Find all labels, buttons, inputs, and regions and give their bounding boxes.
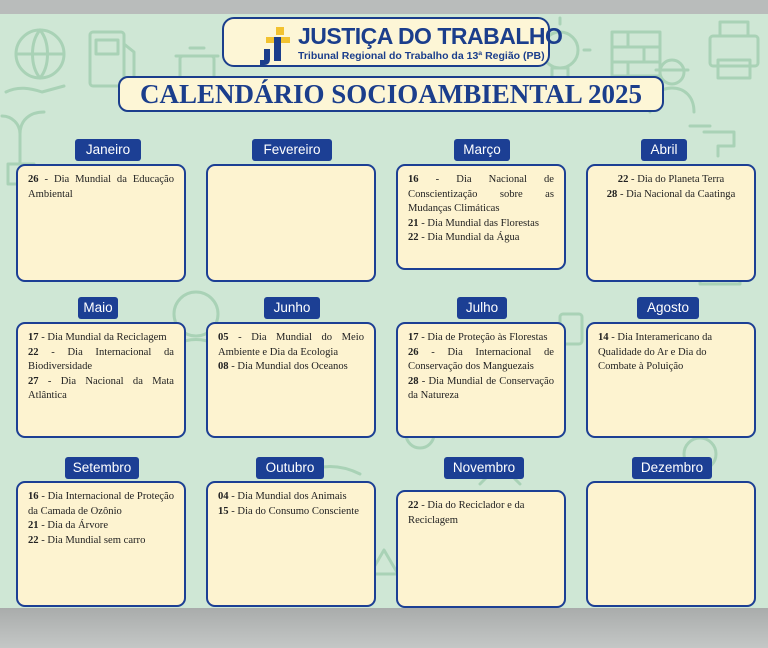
- event-day: 22: [408, 232, 419, 244]
- month-card-julho: [396, 322, 566, 438]
- event-item: 17 - Dia Mundial da Reciclagem: [28, 332, 167, 343]
- event-item: 26 - Dia Mundial da Educação Ambiental: [28, 174, 175, 200]
- month-card-fevereiro: [206, 164, 376, 282]
- event-text: Dia do Consumo Consciente: [237, 505, 359, 517]
- month-label-maio: Maio: [78, 297, 118, 319]
- event-day: 08: [218, 361, 229, 373]
- event-item: 26 - Dia Internacional de Conservação dos Manguezais: [408, 346, 554, 373]
- event-text: Dia Mundial dos Animais: [237, 491, 347, 502]
- event-text: Dia Mundial dos Oceanos: [237, 361, 348, 373]
- event-item: 15 - Dia do Consumo Consciente: [218, 505, 359, 517]
- event-text: Dia Mundial da Reciclagem: [47, 332, 167, 343]
- event-day: 22: [408, 500, 419, 511]
- event-item: 16 - Dia Internacional de Proteção da Camada de Ozônio: [28, 491, 174, 517]
- org-subtitle: Tribunal Regional do Trabalho da 13ª Região (PB): [298, 50, 545, 62]
- month-label-setembro: Setembro: [65, 457, 139, 479]
- event-day: 22: [28, 346, 39, 358]
- event-text: Dia Nacional da Caatinga: [626, 188, 736, 200]
- event-text: Dia Internacional de Conservação dos Manguezais: [408, 346, 554, 373]
- month-card-setembro: [16, 481, 186, 607]
- event-item: 21 - Dia da Árvore: [28, 520, 109, 532]
- event-item: 27 - Dia Nacional da Mata Atlântica: [28, 375, 174, 402]
- event-item: 21 - Dia Mundial das Florestas: [408, 217, 539, 229]
- event-item: 22 - Dia Mundial sem carro: [28, 534, 146, 546]
- org-title: JUSTIÇA DO TRABALHO: [298, 23, 563, 49]
- event-day: 21: [28, 520, 39, 532]
- month-label-novembro: Novembro: [444, 457, 524, 479]
- event-day: 15: [218, 505, 229, 517]
- event-text: Dia Nacional da Mata Atlântica: [28, 375, 174, 402]
- event-day: 28: [408, 375, 419, 387]
- event-day: 28: [606, 188, 618, 200]
- month-label-abril: Abril: [641, 139, 687, 161]
- event-text: Dia Mundial da Educação Ambiental: [28, 174, 175, 200]
- event-item: 05 - Dia Mundial do Meio Ambiente e Dia da Ecologia: [218, 332, 364, 358]
- month-card-maio: [16, 322, 186, 438]
- printer-icon: [710, 22, 758, 78]
- month-label-marco: Março: [454, 139, 510, 161]
- event-item: 16 - Dia Nacional de Conscientização sobre as Mudanças Climáticas: [408, 174, 554, 215]
- event-text: Dia do Planeta Terra: [637, 174, 725, 185]
- event-day: 22: [28, 534, 39, 546]
- event-item: 22 - Dia Mundial da Água: [408, 232, 520, 244]
- event-text: Dia Mundial das Florestas: [427, 217, 539, 229]
- event-day: 05: [218, 332, 229, 343]
- month-card-junho: [206, 322, 376, 438]
- event-day: 16: [408, 174, 419, 185]
- event-item: 28 - Dia Nacional da Caatinga: [606, 188, 736, 200]
- month-card-agosto: [586, 322, 756, 438]
- month-label-janeiro: Janeiro: [75, 139, 141, 161]
- event-item: 04 - Dia Mundial dos Animais: [218, 491, 347, 502]
- event-item: 17 - Dia de Proteção às Florestas: [408, 332, 548, 343]
- event-text: Dia do Reciclador e da Reciclagem: [408, 500, 525, 526]
- event-day: 21: [408, 217, 419, 229]
- event-day: 17: [28, 332, 39, 343]
- event-day: 17: [408, 332, 419, 343]
- event-item: 22 - Dia do Reciclador e da Reciclagem: [408, 500, 525, 526]
- page-title: CALENDÁRIO SOCIOAMBIENTAL 2025: [118, 76, 664, 112]
- event-text: Dia Mundial de Conservação da Natureza: [408, 375, 554, 402]
- month-card-dezembro: [586, 481, 756, 607]
- event-day: 04: [218, 491, 229, 502]
- event-text: Dia Interamericano da Qualidade do Ar e Dia do Combate à Poluição: [598, 332, 713, 373]
- month-label-fevereiro: Fevereiro: [252, 139, 332, 161]
- globe-hand-icon: [6, 30, 64, 92]
- event-item: 14 - Dia Interamericano da Qualidade do Ar e Dia do Combate à Poluição: [598, 332, 713, 373]
- month-label-outubro: Outubro: [256, 457, 324, 479]
- event-item: 22 - Dia Internacional da Biodiversidade: [28, 346, 174, 373]
- month-card-janeiro: [16, 164, 186, 282]
- event-day: 27: [28, 375, 39, 387]
- event-item: 22 - Dia do Planeta Terra: [617, 174, 725, 185]
- month-card-marco: [396, 164, 566, 270]
- month-label-dezembro: Dezembro: [632, 457, 712, 479]
- event-text: Dia Mundial do Meio Ambiente e Dia da Ecologia: [218, 332, 364, 358]
- month-card-novembro: [396, 490, 566, 608]
- event-day: 14: [598, 332, 609, 343]
- event-item: 28 - Dia Mundial de Conservação da Natureza: [408, 375, 554, 402]
- event-day: 26: [28, 174, 39, 185]
- event-text: Dia Mundial da Água: [427, 232, 520, 244]
- month-label-agosto: Agosto: [637, 297, 699, 319]
- month-card-abril: [586, 164, 756, 282]
- brick-wall-icon: [612, 32, 660, 76]
- event-text: Dia Nacional de Conscientização sobre as Mudanças Climáticas: [408, 174, 554, 215]
- event-item: 08 - Dia Mundial dos Oceanos: [218, 361, 348, 373]
- event-text: Dia da Árvore: [47, 520, 109, 532]
- month-card-outubro: [206, 481, 376, 607]
- month-label-junho: Junho: [264, 297, 320, 319]
- poster-shadow: [0, 608, 768, 648]
- event-text: Dia Internacional de Proteção da Camada de Ozônio: [28, 491, 174, 517]
- event-day: 16: [28, 491, 39, 502]
- event-day: 22: [617, 174, 629, 185]
- event-day: 26: [408, 346, 419, 358]
- event-text: Dia Mundial sem carro: [47, 534, 146, 546]
- logo-banner: [222, 17, 563, 67]
- event-text: Dia de Proteção às Florestas: [427, 332, 548, 343]
- justica-do-trabalho-logo-icon: [260, 27, 290, 65]
- event-text: Dia Internacional da Biodiversidade: [28, 346, 174, 373]
- month-label-julho: Julho: [457, 297, 507, 319]
